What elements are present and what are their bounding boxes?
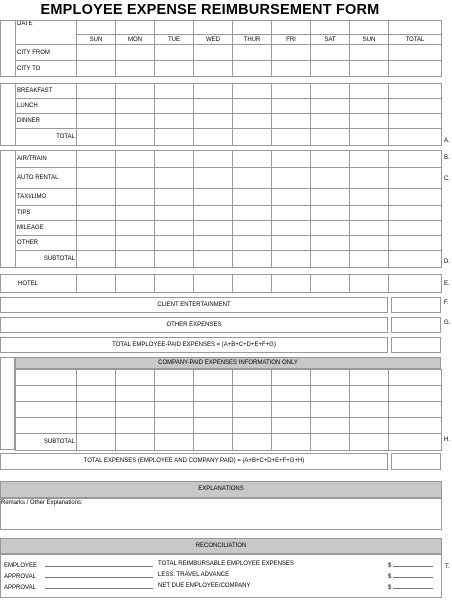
amount-cell[interactable]	[155, 206, 194, 221]
amount-cell[interactable]	[116, 129, 155, 146]
amount-cell[interactable]	[77, 386, 116, 402]
amount-cell[interactable]	[194, 189, 233, 206]
amount-cell[interactable]	[233, 418, 272, 434]
day-header: SAT	[311, 35, 350, 45]
air-train-label: AIR/TRAIN	[16, 151, 77, 168]
amount-cell[interactable]	[116, 99, 155, 114]
row-gutter	[1, 151, 16, 268]
amount-cell[interactable]	[311, 386, 350, 402]
amount-cell[interactable]	[311, 275, 350, 293]
amount-cell[interactable]	[194, 275, 233, 293]
company-item-cell[interactable]	[16, 418, 77, 434]
amount-cell[interactable]	[233, 129, 272, 146]
amount-cell[interactable]	[272, 151, 311, 168]
amount-cell[interactable]	[116, 386, 155, 402]
amount-cell[interactable]	[194, 236, 233, 251]
explanations-header: EXPLANATIONS	[0, 481, 442, 498]
row-gutter	[1, 84, 16, 146]
transport-item-label: TAXI/LIMO	[16, 189, 77, 206]
company-paid-header: COMPANY-PAID EXPENSES INFORMATION ONLY	[15, 357, 441, 369]
line-letter-f: F.	[444, 300, 449, 306]
city-from-cell[interactable]	[233, 45, 272, 61]
amount-cell[interactable]	[272, 221, 311, 236]
day-header: THUR	[233, 35, 272, 45]
amount-cell[interactable]	[116, 251, 155, 268]
amount-cell[interactable]	[155, 189, 194, 206]
meals-total-label: TOTAL	[16, 129, 77, 146]
amount-cell[interactable]	[77, 251, 116, 268]
recon-right-label: NET DUE EMPLOYEE/COMPANY	[158, 583, 251, 589]
city-from-cell[interactable]	[155, 45, 194, 61]
amount-cell[interactable]	[311, 168, 350, 189]
amount-cell[interactable]	[194, 386, 233, 402]
amount-cell[interactable]	[233, 206, 272, 221]
amount-cell[interactable]	[311, 99, 350, 114]
remarks-label: Remarks / Other Explanations:	[1, 500, 83, 506]
amount-cell[interactable]	[311, 370, 350, 386]
amount-cell[interactable]	[350, 434, 389, 451]
date-cell[interactable]	[116, 21, 155, 35]
amount-cell[interactable]	[272, 251, 311, 268]
amount-cell[interactable]	[233, 386, 272, 402]
amount-cell[interactable]	[311, 402, 350, 418]
total-cell[interactable]	[389, 370, 442, 386]
recon-row	[4, 583, 153, 591]
amount-cell[interactable]	[155, 251, 194, 268]
city-from-cell	[389, 45, 442, 61]
date-cell[interactable]	[155, 21, 194, 35]
total-cell[interactable]	[389, 168, 442, 189]
amount-cell[interactable]	[311, 434, 350, 451]
amount-cell[interactable]	[350, 168, 389, 189]
line-letter-a: A.	[444, 138, 450, 144]
line-letter-g: G.	[444, 320, 451, 326]
day-header: FRI	[272, 35, 311, 45]
transport-item-label: OTHER	[16, 236, 77, 251]
amount-cell[interactable]	[272, 129, 311, 146]
amount-cell[interactable]	[155, 236, 194, 251]
amount-cell[interactable]	[116, 275, 155, 293]
transport-item-label: MILEAGE	[16, 221, 77, 236]
amount-cell[interactable]	[350, 251, 389, 268]
city-to-cell[interactable]	[311, 61, 350, 77]
employee-signature-line[interactable]	[45, 561, 153, 567]
amount-cell[interactable]	[233, 275, 272, 293]
recon-left-label: EMPLOYEE	[4, 563, 38, 569]
client-entertainment-label: CLIENT ENTERTAINMENT	[0, 297, 388, 313]
amount-cell[interactable]	[155, 114, 194, 129]
amount-cell[interactable]	[116, 370, 155, 386]
total-cell[interactable]	[389, 84, 442, 99]
amount-cell[interactable]	[155, 129, 194, 146]
transport-item-label: TIPS	[16, 206, 77, 221]
company-paid-table	[15, 369, 442, 451]
currency-symbol: $	[388, 585, 392, 591]
amount-cell[interactable]	[194, 418, 233, 434]
amount-cell[interactable]	[350, 129, 389, 146]
amount-cell[interactable]	[155, 221, 194, 236]
amount-cell[interactable]	[350, 275, 389, 293]
date-cell	[389, 21, 442, 35]
amount-cell[interactable]	[77, 418, 116, 434]
day-header: TUE	[155, 35, 194, 45]
amount-cell[interactable]	[155, 434, 194, 451]
recon-left-label: APPROVAL	[4, 574, 36, 580]
amount-cell[interactable]	[194, 84, 233, 99]
client-entertainment-amount[interactable]	[391, 297, 441, 313]
amount-cell[interactable]	[194, 402, 233, 418]
amount-cell[interactable]	[194, 370, 233, 386]
line-letter-d: D.	[444, 259, 450, 265]
amount-cell[interactable]	[311, 84, 350, 99]
meal-label: DINNER	[16, 114, 77, 129]
total-cell[interactable]	[389, 386, 442, 402]
amount-cell[interactable]	[155, 168, 194, 189]
total-expenses-label: TOTAL EXPENSES (EMPLOYEE AND COMPANY PAID) = (A+B+C+D+E+F+G+H)	[0, 453, 388, 470]
amount-cell[interactable]	[77, 275, 116, 293]
reconciliation-header: RECONCILIATION	[0, 538, 442, 554]
amount-cell[interactable]	[116, 189, 155, 206]
amount-cell[interactable]	[311, 151, 350, 168]
amount-cell[interactable]	[116, 151, 155, 168]
amount-cell[interactable]	[350, 206, 389, 221]
amount-cell[interactable]	[350, 84, 389, 99]
amount-cell[interactable]	[77, 236, 116, 251]
line-letter-b: B.	[444, 155, 450, 161]
amount-cell[interactable]	[77, 206, 116, 221]
city-to-cell[interactable]	[155, 61, 194, 77]
net-due-field[interactable]	[393, 583, 433, 589]
company-subtotal-label: SUBTOTAL	[16, 434, 77, 451]
amount-cell[interactable]	[77, 189, 116, 206]
city-from-cell[interactable]	[116, 45, 155, 61]
amount-cell[interactable]	[194, 114, 233, 129]
total-employee-paid-amount[interactable]	[391, 337, 441, 353]
amount-cell[interactable]	[155, 418, 194, 434]
amount-cell[interactable]	[116, 418, 155, 434]
total-header: TOTAL	[389, 35, 442, 45]
total-cell[interactable]	[389, 236, 442, 251]
city-to-cell	[389, 61, 442, 77]
travel-advance-field[interactable]	[393, 572, 433, 578]
amount-cell[interactable]	[233, 99, 272, 114]
amount-cell[interactable]	[350, 418, 389, 434]
amount-cell[interactable]	[311, 206, 350, 221]
amount-cell[interactable]	[350, 189, 389, 206]
total-expenses-amount[interactable]	[391, 453, 441, 470]
total-cell[interactable]	[389, 151, 442, 168]
amount-cell[interactable]	[116, 221, 155, 236]
amount-cell[interactable]	[272, 114, 311, 129]
amount-cell[interactable]	[116, 434, 155, 451]
other-expenses-amount[interactable]	[391, 317, 441, 333]
city-from-cell[interactable]	[311, 45, 350, 61]
amount-cell[interactable]	[311, 114, 350, 129]
amount-cell[interactable]	[194, 221, 233, 236]
amount-cell[interactable]	[155, 386, 194, 402]
amount-cell[interactable]	[77, 84, 116, 99]
city-to-cell[interactable]	[77, 61, 116, 77]
total-cell[interactable]	[389, 275, 442, 293]
amount-cell[interactable]	[233, 370, 272, 386]
amount-cell[interactable]	[155, 84, 194, 99]
row-gutter	[0, 357, 15, 450]
total-cell[interactable]	[389, 206, 442, 221]
total-cell[interactable]	[389, 221, 442, 236]
amount-cell[interactable]	[155, 99, 194, 114]
amount-cell[interactable]	[233, 236, 272, 251]
amount-cell[interactable]	[194, 206, 233, 221]
amount-cell[interactable]	[272, 99, 311, 114]
amount-cell[interactable]	[77, 114, 116, 129]
amount-cell[interactable]	[233, 221, 272, 236]
amount-cell[interactable]	[233, 189, 272, 206]
amount-cell[interactable]	[77, 129, 116, 146]
city-to-label: CITY TO	[16, 61, 77, 77]
amount-cell[interactable]	[155, 370, 194, 386]
recon-row	[4, 572, 153, 580]
amount-cell[interactable]	[194, 251, 233, 268]
recon-left-label: APPROVAL	[4, 585, 36, 591]
amount-cell[interactable]	[272, 168, 311, 189]
amount-cell[interactable]	[77, 221, 116, 236]
travel-header-table	[0, 20, 442, 77]
amount-cell[interactable]	[272, 434, 311, 451]
amount-cell[interactable]	[155, 151, 194, 168]
date-cell[interactable]	[194, 21, 233, 35]
amount-cell[interactable]	[116, 236, 155, 251]
amount-cell[interactable]	[77, 402, 116, 418]
recon-amount	[388, 572, 433, 580]
amount-cell[interactable]	[272, 275, 311, 293]
amount-cell[interactable]	[77, 434, 116, 451]
date-cell[interactable]	[311, 21, 350, 35]
recon-amount	[388, 583, 433, 591]
amount-cell[interactable]	[272, 386, 311, 402]
day-header: SUN	[77, 35, 116, 45]
city-from-label: CITY FROM	[16, 45, 77, 61]
city-to-cell[interactable]	[116, 61, 155, 77]
line-letter-h: H.	[444, 437, 450, 443]
city-to-cell[interactable]	[272, 61, 311, 77]
approval-signature-line[interactable]	[45, 572, 153, 578]
amount-cell[interactable]	[350, 99, 389, 114]
amount-cell[interactable]	[194, 434, 233, 451]
amount-cell[interactable]	[194, 151, 233, 168]
date-cell[interactable]	[350, 21, 389, 35]
amount-cell[interactable]	[116, 402, 155, 418]
amount-cell[interactable]	[350, 221, 389, 236]
company-item-cell[interactable]	[16, 402, 77, 418]
amount-cell[interactable]	[77, 168, 116, 189]
amount-cell[interactable]	[194, 129, 233, 146]
amount-cell[interactable]	[350, 402, 389, 418]
city-from-cell[interactable]	[272, 45, 311, 61]
day-header: MON	[116, 35, 155, 45]
amount-cell[interactable]	[194, 99, 233, 114]
amount-cell[interactable]	[272, 84, 311, 99]
amount-cell[interactable]	[272, 236, 311, 251]
amount-cell[interactable]	[233, 114, 272, 129]
amount-cell[interactable]	[272, 418, 311, 434]
meal-label: BREAKFAST	[16, 84, 77, 99]
total-cell[interactable]	[389, 418, 442, 434]
city-to-cell[interactable]	[194, 61, 233, 77]
total-cell[interactable]	[389, 114, 442, 129]
amount-cell[interactable]	[350, 114, 389, 129]
amount-cell[interactable]	[233, 151, 272, 168]
hotel-label: HOTEL	[1, 275, 77, 293]
amount-cell[interactable]	[116, 114, 155, 129]
line-letter-c: C.	[444, 176, 450, 182]
meal-label: LUNCH	[16, 99, 77, 114]
total-cell[interactable]	[389, 434, 442, 451]
amount-cell[interactable]	[116, 206, 155, 221]
meals-table	[0, 83, 442, 146]
auto-rental-label: AUTO RENTAL	[16, 168, 77, 189]
city-from-cell[interactable]	[77, 45, 116, 61]
amount-cell[interactable]	[311, 418, 350, 434]
reimbursable-amount-field[interactable]	[393, 561, 433, 567]
amount-cell[interactable]	[116, 168, 155, 189]
other-expenses-label: OTHER EXPENSES	[0, 317, 388, 333]
date-cell[interactable]	[233, 21, 272, 35]
amount-cell[interactable]	[233, 251, 272, 268]
amount-cell[interactable]	[77, 370, 116, 386]
amount-cell[interactable]	[350, 386, 389, 402]
form-title: EMPLOYEE EXPENSE REIMBURSEMENT FORM	[40, 2, 380, 18]
row-gutter	[1, 21, 16, 77]
amount-cell[interactable]	[116, 84, 155, 99]
total-cell[interactable]	[389, 251, 442, 268]
amount-cell[interactable]	[272, 189, 311, 206]
amount-cell[interactable]	[272, 370, 311, 386]
line-letter-e: E.	[444, 281, 450, 287]
approval-signature-line[interactable]	[45, 583, 153, 589]
amount-cell[interactable]	[272, 402, 311, 418]
amount-cell[interactable]	[233, 434, 272, 451]
day-header: SUN	[350, 35, 389, 45]
total-cell[interactable]	[389, 189, 442, 206]
amount-cell[interactable]	[272, 206, 311, 221]
transport-subtotal-label: SUBTOTAL	[16, 251, 77, 268]
total-employee-paid-label: TOTAL EMPLOYEE-PAID EXPENSES = (A+B+C+D+E+F+G)	[0, 337, 388, 353]
company-item-cell[interactable]	[16, 386, 77, 402]
city-from-cell[interactable]	[194, 45, 233, 61]
amount-cell[interactable]	[155, 275, 194, 293]
total-cell[interactable]	[389, 99, 442, 114]
recon-row	[4, 561, 153, 569]
amount-cell[interactable]	[311, 129, 350, 146]
amount-cell[interactable]	[311, 251, 350, 268]
total-cell[interactable]	[389, 402, 442, 418]
amount-cell[interactable]	[155, 402, 194, 418]
company-item-cell[interactable]	[16, 370, 77, 386]
amount-cell[interactable]	[350, 370, 389, 386]
total-cell[interactable]	[389, 129, 442, 146]
amount-cell[interactable]	[350, 151, 389, 168]
city-from-cell[interactable]	[350, 45, 389, 61]
date-label: DATE	[16, 21, 77, 45]
amount-cell[interactable]	[77, 99, 116, 114]
amount-cell[interactable]	[233, 84, 272, 99]
amount-cell[interactable]	[77, 151, 116, 168]
date-cell[interactable]	[77, 21, 116, 35]
date-cell[interactable]	[272, 21, 311, 35]
recon-amount	[388, 561, 433, 569]
transport-table	[0, 150, 442, 268]
city-to-cell[interactable]	[233, 61, 272, 77]
recon-right-label: LESS: TRAVEL ADVANCE	[158, 572, 230, 578]
amount-cell[interactable]	[311, 221, 350, 236]
hotel-table	[0, 274, 442, 293]
recon-right-label: TOTAL REIMBURSABLE EMPLOYEE EXPENSES	[158, 561, 294, 567]
currency-symbol: $	[388, 563, 392, 569]
amount-cell[interactable]	[311, 236, 350, 251]
currency-symbol: $	[388, 574, 392, 580]
amount-cell[interactable]	[311, 189, 350, 206]
city-to-cell[interactable]	[350, 61, 389, 77]
amount-cell[interactable]	[233, 402, 272, 418]
amount-cell[interactable]	[194, 168, 233, 189]
amount-cell[interactable]	[233, 168, 272, 189]
day-header: WED	[194, 35, 233, 45]
amount-cell[interactable]	[350, 236, 389, 251]
line-letter-t: T.	[445, 564, 450, 570]
